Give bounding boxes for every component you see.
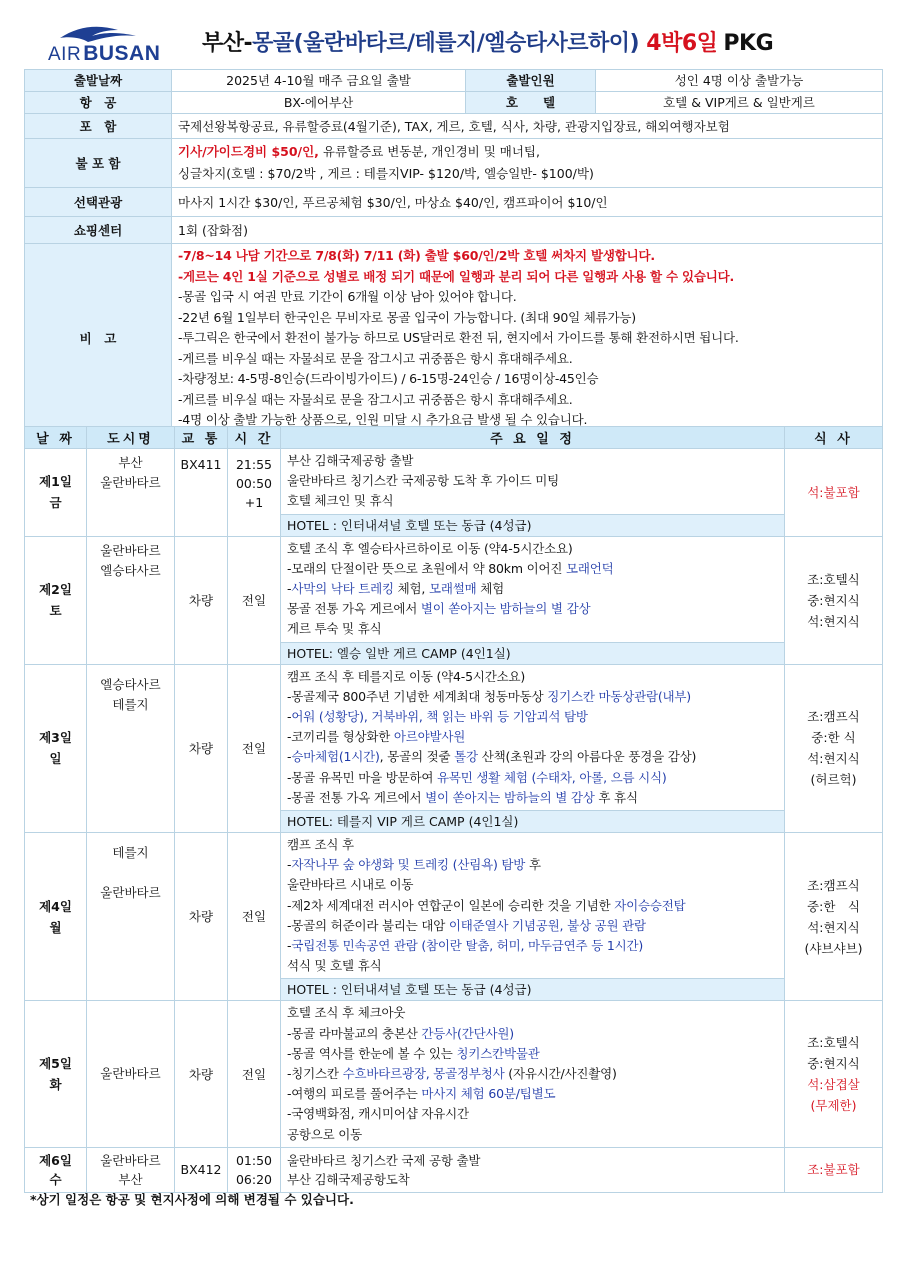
hotel-info: HOTEL: 엘승 일반 게르 CAMP (4인1실) <box>281 642 784 664</box>
col-header-transport: 교 통 <box>175 427 228 449</box>
depart-date-label: 출발날짜 <box>25 70 172 92</box>
note-line: -22년 6월 1일부터 한국인은 무비자로 몽골 입국이 가능합니다. (최대 90일 체류가능) <box>178 309 636 325</box>
include-label: 포 함 <box>25 114 172 139</box>
time-cell: 21:55 00:50 +1 <box>228 449 281 537</box>
shopping-label: 쇼핑센터 <box>25 217 172 244</box>
meal-cell: 조:호텔식 중:현지식 석:현지식 <box>785 536 883 664</box>
day-row-1 <box>25 449 883 537</box>
city-cell: 울란바타르 엘승타사르 <box>87 536 175 664</box>
depart-people-value: 성인 4명 이상 출발가능 <box>596 70 883 92</box>
col-header-time: 시 간 <box>228 427 281 449</box>
info-row-airline <box>25 92 883 114</box>
info-table <box>24 69 883 434</box>
airline-value: BX-에어부산 <box>172 92 466 114</box>
footnote: *상기 일정은 항공 및 현지사정에 의해 변경될 수 있습니다. <box>30 1192 354 1207</box>
logo-air: AIR <box>48 44 82 65</box>
day-label: 제4일 월 <box>25 833 87 1001</box>
col-header-itinerary: 주 요 일 정 <box>281 427 785 449</box>
transport-cell: 차량 <box>175 664 228 832</box>
hotel-value: 호텔 & VIP게르 & 일반게르 <box>596 92 883 114</box>
schedule-table <box>24 426 883 1193</box>
page-header <box>24 22 882 68</box>
hotel-info: HOTEL : 인터내셔널 호텔 또는 동급 (4성급) <box>281 978 784 1000</box>
meal-cell: 조:캠프식 중:한 식 석:현지식 (샤브샤브) <box>785 833 883 1001</box>
airline-label: 항 공 <box>25 92 172 114</box>
depart-date-value: 2025년 4-10월 매주 금요일 출발 <box>172 70 466 92</box>
logo-brand: BUSAN <box>83 42 161 65</box>
transport-cell: 차량 <box>175 833 228 1001</box>
exclude-value <box>172 139 883 188</box>
transport-cell: 차량 <box>175 1001 228 1147</box>
day-row-4 <box>25 833 883 1001</box>
meal-cell: 조:불포함 <box>785 1147 883 1192</box>
transport-cell: BX411 <box>175 449 228 537</box>
exclude-single-charge: 싱글차지(호텔 : $70/2박 , 게르 : 테를지VIP- $120/박, 엘승일반- $100/박) <box>178 166 594 181</box>
page-title <box>202 26 773 57</box>
note-line: -차량정보: 4-5명-8인승(드라이빙가이드) / 6-15명-24인승 / 16명이상-45인승 <box>178 371 599 386</box>
info-row-depart <box>25 70 883 92</box>
day-row-2 <box>25 536 883 664</box>
col-header-city: 도시명 <box>87 427 175 449</box>
meal-cell: 조:호텔식 중:현지식 석:삼겹살 (무제한) <box>785 1001 883 1147</box>
notes-value <box>172 244 883 434</box>
info-row-notes <box>25 244 883 434</box>
day-label: 제6일 수 <box>25 1147 87 1192</box>
city-cell: 울란바타르 부산 <box>87 1147 175 1192</box>
itinerary-cell: 호텔 조식 후 엘승타사르하이로 이동 (약4-5시간소요) -모래의 단절이란 뜻으로 초원에서 약 80km 이어진 모래언덕 -사막의 낙타 트레킹 체험, 모래썰매 체험 몽골 전통 가옥 게르에서 별이 쏟아지는 밤하늘의 별 감상 게르 투숙 및 휴식 HOTEL: 엘승 일반 게르 CAMP (4인1실) <box>281 536 785 664</box>
transport-cell: BX412 <box>175 1147 228 1192</box>
day-label: 제3일 일 <box>25 664 87 832</box>
city-cell: 울란바타르 <box>87 1001 175 1147</box>
city-cell: 테를지 울란바타르 <box>87 833 175 1001</box>
hotel-info: HOTEL: 테를지 VIP 게르 CAMP (4인1실) <box>281 810 784 832</box>
note-line: -몽골 입국 시 여권 만료 기간이 6개월 이상 남아 있어야 합니다. <box>178 289 517 304</box>
title-origin: 부산- <box>202 31 253 56</box>
time-cell: 전일 <box>228 664 281 832</box>
hotel-info: HOTEL : 인터내셔널 호텔 또는 동급 (4성급) <box>281 514 784 536</box>
info-row-optional <box>25 188 883 217</box>
city-cell: 부산 울란바타르 <box>87 449 175 537</box>
include-value: 국제선왕복항공료, 유류할증료(4월기준), TAX, 게르, 호텔, 식사, 차량, 관광지입장료, 해외여행자보험 <box>172 114 883 139</box>
col-header-date: 날 짜 <box>25 427 87 449</box>
note-line: -게르는 4인 1실 기준으로 성별로 배정 되기 때문에 일행과 분리 되어 다른 일행과 사용 할 수 있습니다. <box>178 268 735 284</box>
time-cell: 01:50 06:20 <box>228 1147 281 1192</box>
itinerary-cell: 캠프 조식 후 테를지로 이동 (약4-5시간소요) -몽골제국 800주년 기념한 세계최대 청동마동상 징기스칸 마동상관람(내부) -어워 (성황당), 거북바위, 책 읽는 바위 등 기암괴석 탐방 -코끼리를 형상화한 아르야발사원 -승마체험(1시간), 몽골의 젖줄 톨강 산책(초원과 강의 아름다운 풍경을 감상) -몽골 유목민 마을 방문하여 유목민 생활 체험 (수태차, 아롤, 으름 시식) -몽골 전통 가옥 게르에서 별이 쏟아지는 밤하늘의 별 감상 후 휴식 HOTEL: 테를지 VIP 게르 CAMP (4인1실) <box>281 664 785 832</box>
day-row-6 <box>25 1147 883 1192</box>
itinerary-cell: 울란바타르 칭기스칸 국제 공항 출발 부산 김해국제공항도착 <box>281 1147 785 1192</box>
air-busan-logo <box>46 24 161 68</box>
bird-logo-icon <box>58 24 138 44</box>
itinerary-cell: 캠프 조식 후 -자작나무 숲 야생화 및 트레킹 (산림욕) 탐방 후 울란바타르 시내로 이동 -제2차 세계대전 러시아 연합군이 일본에 승리한 것을 기념한 자이승승전탑 -몽골의 허준이라 불리는 대암 이태준열사 기념공원, 불상 공원 관람 -국립전통 민속공연 관람 (참이란 탈춤, 허미, 마두금연주 등 1시간) 석식 및 호텔 휴식 HOTEL : 인터내셔널 호텔 또는 동급 (4성급) <box>281 833 785 1001</box>
meal-cell: 석:불포함 <box>785 449 883 537</box>
exclude-rest: 유류할증료 변동분, 개인경비 및 매너팁, <box>318 144 540 159</box>
time-cell: 전일 <box>228 833 281 1001</box>
exclude-guide-fee: 기사/가이드경비 $50/인, <box>178 144 319 159</box>
notes-label: 비 고 <box>25 244 172 434</box>
itinerary-cell: 호텔 조식 후 체크아웃 -몽골 라마불교의 충본산 간등사(간단사원) -몽골 역사를 한눈에 볼 수 있는 칭키스칸박물관 -칭기스칸 수흐바타르광장, 몽골정부청사 (자유시간/사진촬영) -여행의 피로를 풀어주는 마사지 체험 60분/팁별도 -국영백화점, 캐시미어샵 자유시간 공항으로 이동 <box>281 1001 785 1147</box>
note-line: -4명 이상 출발 가능한 상품으로, 인원 미달 시 추가요금 발생 될 수 있습니다. <box>178 412 588 427</box>
day-row-5 <box>25 1001 883 1147</box>
day-row-3 <box>25 664 883 832</box>
title-destination: 몽골(울란바타르/테를지/엘승타사르하이) <box>252 31 640 56</box>
note-line: -7/8~14 나담 기간으로 7/8(화) 7/11 (화) 출발 $60/인/2박 호텔 써차지 발생합니다. <box>178 248 655 263</box>
note-line: -게르를 비우실 때는 자물쇠로 문을 잠그시고 귀중품은 항시 휴대해주세요. <box>178 350 573 366</box>
hotel-label: 호 텔 <box>466 92 596 114</box>
optional-value: 마사지 1시간 $30/인, 푸르공체험 $30/인, 마상쇼 $40/인, 캠프파이어 $10/인 <box>172 188 883 217</box>
info-row-exclude <box>25 139 883 188</box>
exclude-label: 불 포 함 <box>25 139 172 188</box>
depart-people-label: 출발인원 <box>466 70 596 92</box>
note-line: -투그릭은 한국에서 환전이 불가능 하므로 US달러로 환전 뒤, 현지에서 가이드를 통해 환전하시면 됩니다. <box>178 330 739 345</box>
meal-cell: 조:캠프식 중:한 식 석:현지식 (허르헉) <box>785 664 883 832</box>
schedule-header-row <box>25 427 883 449</box>
itinerary-cell: 부산 김해국제공항 출발 울란바타르 칭기스칸 국제공항 도착 후 가이드 미팅 호텔 체크인 및 휴식 HOTEL : 인터내셔널 호텔 또는 동급 (4성급) <box>281 449 785 537</box>
title-pkg: PKG <box>723 31 774 56</box>
day-label: 제5일 화 <box>25 1001 87 1147</box>
transport-cell: 차량 <box>175 536 228 664</box>
note-line: -게르를 비우실 때는 자물쇠로 문을 잠그시고 귀중품은 항시 휴대해주세요. <box>178 391 573 407</box>
day-label: 제1일 금 <box>25 449 87 537</box>
optional-label: 선택관광 <box>25 188 172 217</box>
shopping-value: 1회 (잡화점) <box>172 217 883 244</box>
time-cell: 전일 <box>228 536 281 664</box>
col-header-meal: 식 사 <box>785 427 883 449</box>
city-cell: 엘승타사르 테를지 <box>87 664 175 832</box>
time-cell: 전일 <box>228 1001 281 1147</box>
title-duration: 4박6일 <box>646 31 718 56</box>
info-row-include <box>25 114 883 139</box>
day-label: 제2일 토 <box>25 536 87 664</box>
info-row-shopping <box>25 217 883 244</box>
